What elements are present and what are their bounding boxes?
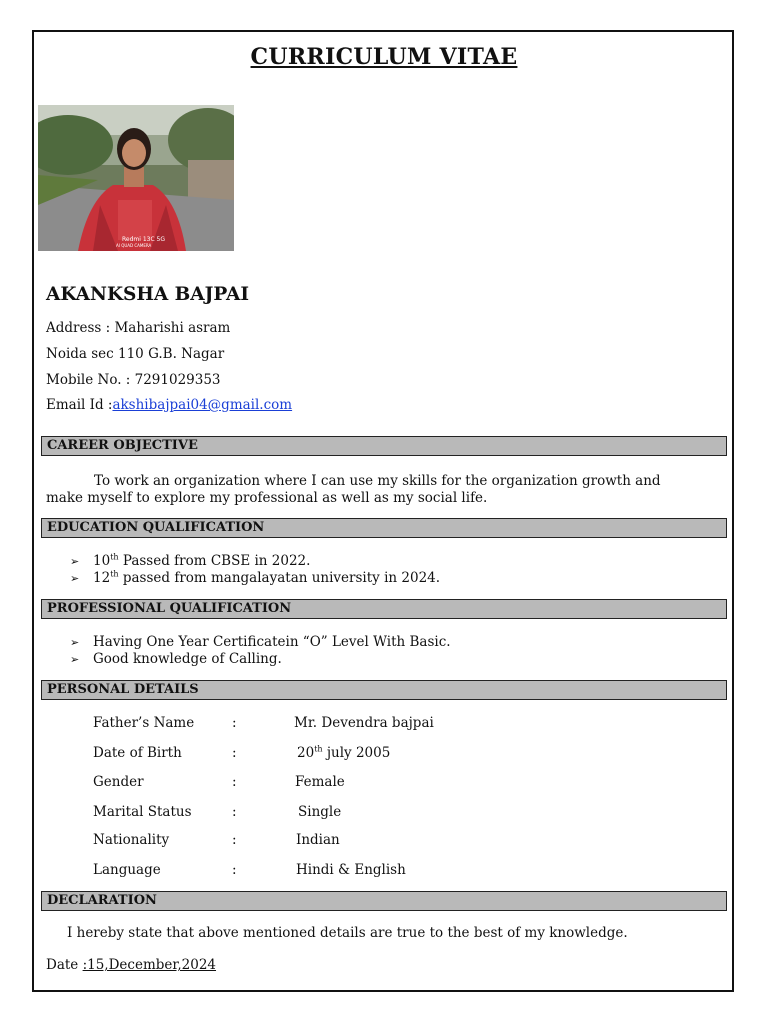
list-item: ➢ 10th Passed from CBSE in 2022. [70,552,311,569]
profile-photo-image [38,105,234,251]
row-label: Gender [93,774,144,790]
row-value: Mr. Devendra bajpai [294,715,434,731]
personal-row-father [93,714,693,732]
personal-row-gender [93,773,693,791]
row-value: Single [298,804,342,820]
row-label: Language [93,862,161,878]
address-line-2: Noida sec 110 G.B. Nagar [46,346,225,362]
row-colon: : [232,804,237,820]
photo-overlay-brand: Redmi 13C 5G [122,236,166,243]
list-item: ➢ Good knowledge of Calling. [70,651,282,667]
arrow-bullet-icon: ➢ [70,555,80,568]
personal-details-heading: PERSONAL DETAILS [41,680,727,700]
row-label: Father’s Name [93,715,195,731]
education-list [70,553,440,587]
education-heading: EDUCATION QUALIFICATION [41,518,727,538]
row-colon: : [232,745,237,761]
professional-list [70,634,451,668]
email-label: Email Id : [46,397,113,413]
personal-row-marital [93,803,693,821]
personal-row-dob [93,744,693,762]
arrow-bullet-icon: ➢ [70,636,80,649]
email-line [46,397,292,413]
email-link[interactable]: akshibajpai04@gmail.com [112,397,293,413]
declaration-date [46,957,216,973]
arrow-bullet-icon: ➢ [70,653,80,666]
date-value: :15,December,2024 [82,957,217,973]
date-label: Date [46,957,83,973]
row-value: 20th july 2005 [297,744,391,761]
document-title: CURRICULUM VITAE [250,44,518,70]
row-value: Indian [296,832,340,848]
row-label: Date of Birth [93,745,182,761]
row-colon: : [232,715,237,731]
career-objective-text [46,473,696,507]
career-objective-heading: CAREER OBJECTIVE [41,436,727,456]
photo-overlay-camera: AI QUAD CAMERA [116,243,152,248]
row-label: Nationality [93,832,170,848]
row-colon: : [232,774,237,790]
row-value: Female [295,774,345,790]
row-colon: : [232,832,237,848]
profile-photo [38,105,234,251]
arrow-bullet-icon: ➢ [70,572,80,585]
row-value: Hindi & English [296,862,406,878]
declaration-heading: DECLARATION [41,891,727,911]
mobile-number: Mobile No. : 7291029353 [46,372,221,388]
declaration-text: I hereby state that above mentioned details are true to the best of my knowledge. [67,925,628,941]
address-line-1: Address : Maharishi asram [46,320,231,336]
row-label: Marital Status [93,804,192,820]
personal-row-language [93,861,693,879]
list-item: ➢ Having One Year Certificatein “O” Level With Basic. [70,634,451,650]
row-colon: : [232,862,237,878]
personal-row-nationality [93,831,693,849]
professional-heading: PROFESSIONAL QUALIFICATION [41,599,727,619]
candidate-name: AKANKSHA BAJPAI [46,284,249,305]
list-item: ➢ 12th passed from mangalayatan university in 2024. [70,569,441,586]
career-objective-body: To work an organization where I can use my skills for the organization growth and make myself to explore my professional as well as my social life. [46,473,661,506]
